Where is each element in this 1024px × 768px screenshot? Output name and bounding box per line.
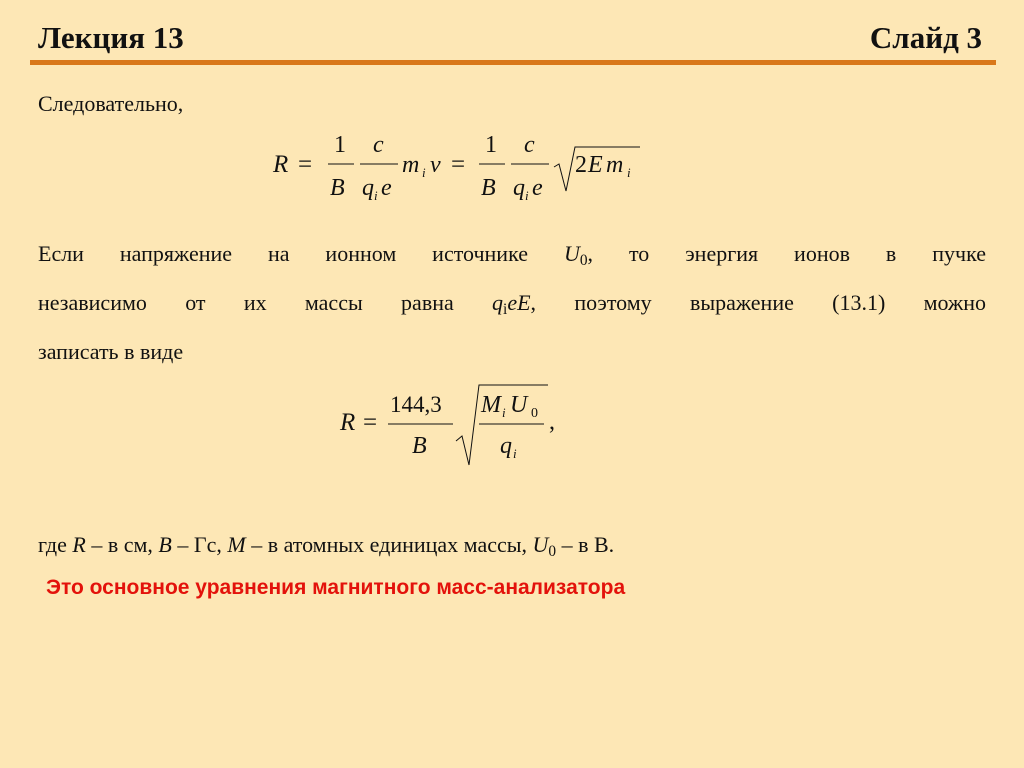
eq1-sqrt-E: E	[588, 152, 603, 178]
eq1-equals: =	[298, 151, 313, 178]
paragraph-text-3: независимо от их массы равна	[38, 289, 493, 315]
eq2-numerator: 144,3	[390, 392, 442, 417]
eq2-U: U	[510, 392, 528, 418]
eq2-den: B	[412, 433, 427, 459]
eq2-comma: ,	[549, 409, 555, 435]
where-var-U-sub: 0	[548, 542, 557, 560]
paragraph-text-4: , поэтому выражение (13.1) можно	[530, 289, 986, 315]
where-var-U: U	[532, 532, 549, 557]
mass-analyzer-formula	[338, 385, 598, 475]
where-text-4: – в атомных единицах массы,	[245, 532, 533, 557]
eq2-q: q	[500, 433, 512, 459]
paragraph-line-3	[38, 331, 986, 373]
explanation-paragraph	[38, 233, 986, 373]
eq1-den2-e: e	[381, 175, 392, 201]
eq1-den2-sub: i	[374, 188, 378, 203]
eq1-den4-q: q	[513, 175, 525, 201]
eq1-den3: B	[481, 175, 496, 201]
eq1-num1: 1	[334, 132, 346, 158]
eq2-M-sub: i	[502, 405, 506, 420]
where-text-3: – Гс,	[171, 532, 228, 557]
eq1-den4-sub: i	[525, 188, 529, 203]
eq2-U-sub: 0	[531, 406, 538, 421]
intro-text: Следовательно,	[38, 91, 184, 116]
eq1-equals-2: =	[451, 151, 466, 178]
eq2-q-sub: i	[513, 446, 517, 461]
header-divider	[30, 60, 996, 65]
where-text-1: где	[38, 532, 73, 557]
eq1-den1: B	[330, 175, 345, 201]
eq1-m-sub: i	[422, 165, 426, 180]
slide-number: Слайд 3	[869, 20, 982, 55]
eq1-m: m	[402, 152, 420, 178]
eq2-equals: =	[363, 409, 378, 436]
where-var-R: R	[72, 532, 86, 557]
where-var-M: M	[227, 532, 246, 557]
paragraph-text-1: Если напряжение на ионном источнике	[38, 241, 564, 266]
where-var-B: B	[158, 532, 172, 557]
eq1-den2-q: q	[362, 175, 374, 201]
paragraph-text-2: , то энергия ионов в пучке	[587, 241, 986, 266]
var-q-sub: i	[503, 300, 508, 318]
var-U-sub: 0	[579, 251, 588, 269]
eq1-num2: c	[373, 132, 384, 158]
eq1-den4-e: e	[532, 175, 543, 201]
eq2-lhs: R	[340, 409, 356, 436]
where-text-5: – в В.	[556, 532, 615, 557]
radius-formula	[270, 125, 670, 215]
eq2-M: M	[481, 392, 501, 418]
var-U: U	[563, 241, 580, 266]
eq1-num4: c	[524, 132, 535, 158]
var-q: q	[492, 289, 504, 315]
highlighted-conclusion: Это основное уравнения магнитного масс-анализатора	[46, 576, 626, 599]
eq1-lhs: R	[273, 151, 289, 178]
var-eE: eE	[507, 289, 531, 315]
eq1-sqrt-sub: i	[627, 165, 631, 180]
units-legend	[38, 524, 614, 573]
eq1-v: v	[430, 152, 441, 178]
paragraph-line-1	[38, 233, 986, 282]
paragraph-text-5: записать в виде	[38, 338, 184, 364]
lecture-title: Лекция 13	[38, 20, 184, 55]
eq1-sqrt-coef: 2	[575, 152, 587, 178]
eq1-sqrt-m: m	[606, 152, 624, 178]
where-text-2: – в см,	[85, 532, 159, 557]
paragraph-line-2	[38, 282, 986, 331]
eq1-num3: 1	[485, 132, 497, 158]
